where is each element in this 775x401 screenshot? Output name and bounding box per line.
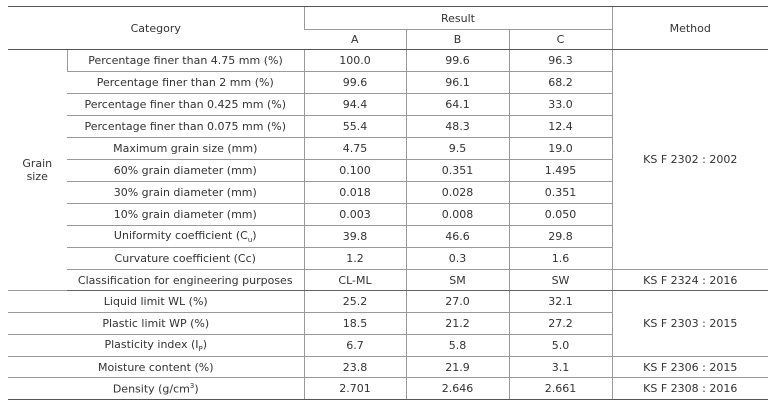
row-label: Density $(g/cm^3)$	[8, 378, 304, 400]
row-label: Liquid limit WL (%)	[8, 291, 304, 313]
cell-b: 0.028	[406, 182, 509, 204]
cell-b: 27.0	[406, 291, 509, 313]
cell-b: 64.1	[406, 94, 509, 116]
cell-c: 68.2	[509, 72, 612, 94]
grain-size-label-line2: size	[26, 170, 48, 183]
method-density: KS F 2308 : 2016	[612, 378, 768, 400]
cell-b: 0.008	[406, 204, 509, 226]
cell-b: 0.3	[406, 248, 509, 270]
row-label: Plastic limit WP (%)	[8, 313, 304, 335]
header-col-c: C	[509, 30, 612, 50]
row-label: 10% grain diameter (mm)	[67, 204, 304, 226]
cell-b: 2.646	[406, 378, 509, 400]
cell-b: 48.3	[406, 116, 509, 138]
row-label: Plasticity index $(I_P)$	[8, 335, 304, 357]
cell-b: 96.1	[406, 72, 509, 94]
cell-c: 3.1	[509, 357, 612, 378]
grain-size-label-line1: Grain	[22, 157, 53, 170]
row-label: Classification for engineering purposes	[67, 270, 304, 291]
method-moisture: KS F 2306 : 2015	[612, 357, 768, 378]
cell-a: 39.8	[304, 226, 406, 248]
cell-c: 33.0	[509, 94, 612, 116]
soil-properties-table	[8, 6, 768, 400]
header-category: Category	[8, 7, 304, 50]
method-limits: KS F 2303 : 2015	[612, 291, 768, 357]
row-label: 60% grain diameter (mm)	[67, 160, 304, 182]
cell-b: 0.351	[406, 160, 509, 182]
cell-a: 25.2	[304, 291, 406, 313]
cell-b: 21.9	[406, 357, 509, 378]
method-grain: KS F 2302 : 2002	[612, 50, 768, 270]
cell-c: 1.6	[509, 248, 612, 270]
cell-a: 0.100	[304, 160, 406, 182]
cell-a: 2.701	[304, 378, 406, 400]
cell-a: 99.6	[304, 72, 406, 94]
cell-a: CL-ML	[304, 270, 406, 291]
cell-a: 6.7	[304, 335, 406, 357]
cell-a: 94.4	[304, 94, 406, 116]
row-label: 30% grain diameter (mm)	[67, 182, 304, 204]
cell-a: 4.75	[304, 138, 406, 160]
cell-a: 23.8	[304, 357, 406, 378]
cell-b: 21.2	[406, 313, 509, 335]
cell-c: 1.495	[509, 160, 612, 182]
row-label: Uniformity coefficient $(C_u)$	[67, 226, 304, 248]
cell-a: 100.0	[304, 50, 406, 72]
cell-b: SM	[406, 270, 509, 291]
method-classification: KS F 2324 : 2016	[612, 270, 768, 291]
cell-c: 12.4	[509, 116, 612, 138]
cell-c: SW	[509, 270, 612, 291]
row-label: Moisture content (%)	[8, 357, 304, 378]
row-label: Maximum grain size (mm)	[67, 138, 304, 160]
row-label: Percentage finer than 2 mm (%)	[67, 72, 304, 94]
cell-a: 55.4	[304, 116, 406, 138]
row-label: Curvature coefficient (Cc)	[67, 248, 304, 270]
cell-b: 46.6	[406, 226, 509, 248]
cell-b: 99.6	[406, 50, 509, 72]
header-method: Method	[612, 7, 768, 50]
header-col-a: A	[304, 30, 406, 50]
cell-a: 1.2	[304, 248, 406, 270]
cell-b: 9.5	[406, 138, 509, 160]
row-label: Percentage finer than 0.425 mm (%)	[67, 94, 304, 116]
cell-c: 32.1	[509, 291, 612, 313]
cell-c: 2.661	[509, 378, 612, 400]
grain-size-group-label	[8, 50, 67, 291]
cell-c: 19.0	[509, 138, 612, 160]
cell-c: 27.2	[509, 313, 612, 335]
row-label: Percentage finer than 4.75 mm (%)	[67, 50, 304, 72]
cell-c: 29.8	[509, 226, 612, 248]
cell-c: 5.0	[509, 335, 612, 357]
cell-c: 0.351	[509, 182, 612, 204]
cell-c: 96.3	[509, 50, 612, 72]
header-result: Result	[304, 7, 612, 30]
cell-a: 18.5	[304, 313, 406, 335]
header-col-b: B	[406, 30, 509, 50]
row-label: Percentage finer than 0.075 mm (%)	[67, 116, 304, 138]
cell-a: 0.018	[304, 182, 406, 204]
cell-c: 0.050	[509, 204, 612, 226]
cell-a: 0.003	[304, 204, 406, 226]
cell-b: 5.8	[406, 335, 509, 357]
